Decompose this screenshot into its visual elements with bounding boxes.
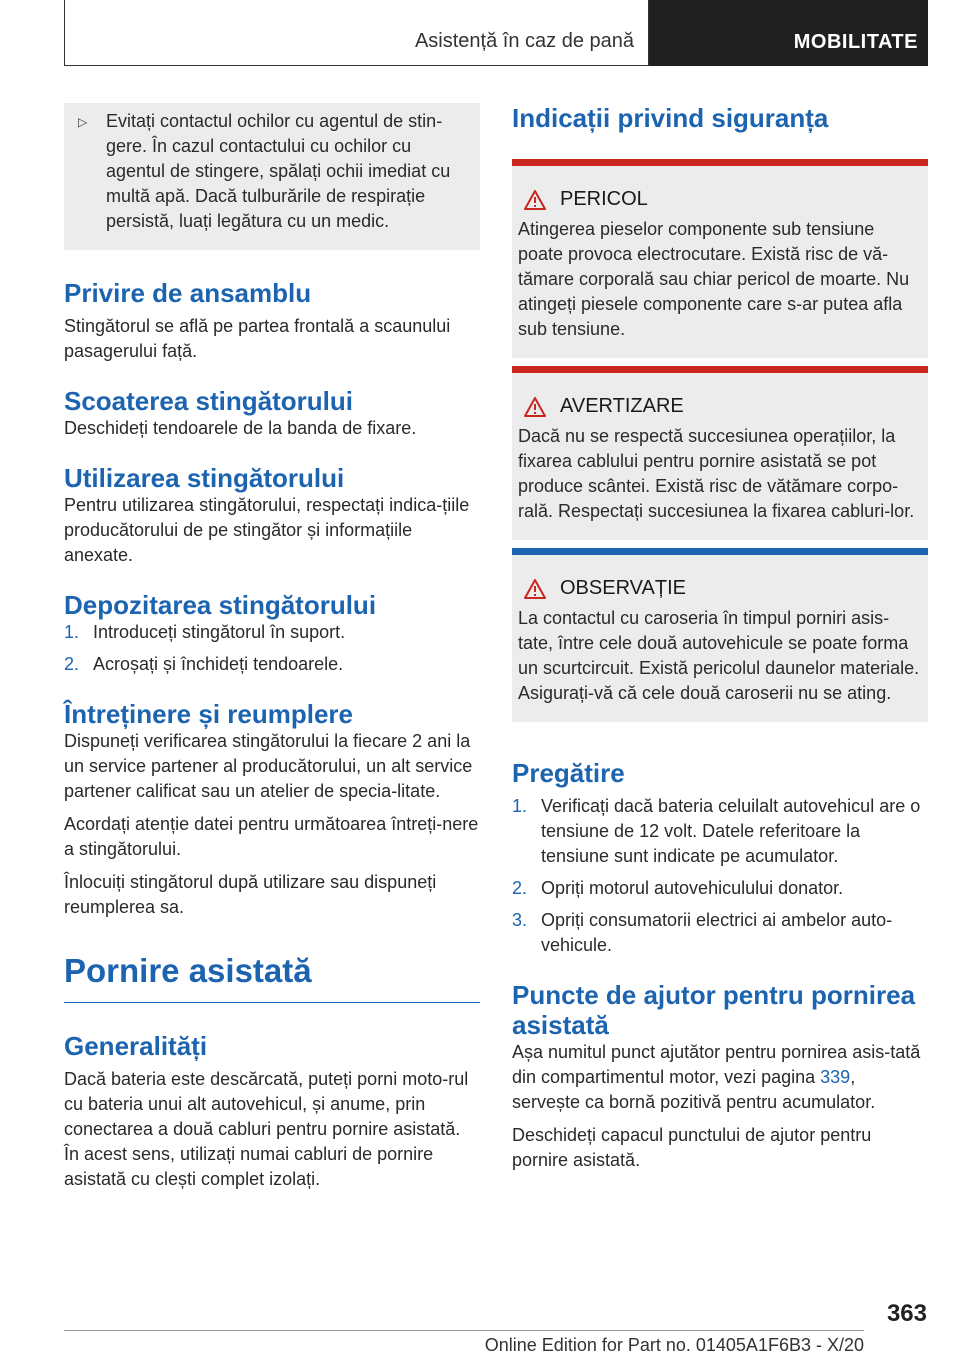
- chapter-title: Pornire asistată: [64, 952, 312, 989]
- warning-text: La contactul cu caroseria în timpul porniri asis-tate, între cele două autovehicule se poate forma un scurtcircuit. Există pericolul daunelor materiale. Asigurați-vă că cele două caroserii nu se ating.: [518, 608, 920, 703]
- use-heading: Utilizarea stingătorului: [64, 463, 345, 493]
- step-number: 2.: [64, 654, 80, 674]
- remove-section: [64, 386, 480, 441]
- step-text: Opriți motorul autovehiculului donator.: [541, 878, 844, 898]
- maintenance-section: [64, 699, 480, 920]
- jump-text-2: Deschideți capacul punctului de ajutor pentru pornire asistată.: [512, 1125, 872, 1170]
- list-item: [64, 620, 480, 645]
- right-column: [512, 103, 928, 1173]
- remove-heading: Scoaterea stingătorului: [64, 386, 353, 416]
- step-text: Opriți consumatorii electrici ai ambelor auto-vehicule.: [541, 910, 893, 955]
- warning-caution: [512, 366, 928, 540]
- triangle-right-icon: ▷: [78, 115, 88, 129]
- maintenance-text-2: Acordați atenție datei pentru următoarea întreți-nere a stingătorului.: [64, 814, 479, 859]
- warning-label: OBSERVAȚIE: [560, 577, 686, 599]
- step-number: 1.: [64, 622, 80, 642]
- jump-text-1: [512, 1040, 928, 1115]
- step-number: 2.: [512, 878, 528, 898]
- chapter-tab: MOBILITATE: [649, 0, 928, 66]
- list-item: [512, 794, 928, 869]
- overview-section: [64, 278, 480, 364]
- warning-label: AVERTIZARE: [560, 395, 684, 417]
- maintenance-text-1: Dispuneți verificarea stingătorului la fiecare 2 ani la un service partener al producătorului, un alt service partener calificat sau un atelier de specia-litate.: [64, 731, 473, 801]
- use-section: [64, 463, 480, 568]
- step-number: 3.: [512, 910, 528, 930]
- storage-section: [64, 590, 480, 677]
- page-number: 363: [886, 1300, 927, 1327]
- prep-section: [512, 758, 928, 958]
- chapter-heading-block: [64, 952, 480, 1003]
- storage-steps: [64, 620, 480, 677]
- page-link[interactable]: 339: [820, 1067, 851, 1087]
- edition-footer: Online Edition for Part no. 01405A1F6B3 - X/20: [64, 1330, 864, 1356]
- warning-text: Dacă nu se respectă succesiunea operațiilor, la fixarea cablului pentru pornire asistată se pot produce scântei. Există risc de vătămare corpo-rală. Respectați succesiunea la fixarea cabluri-lor.: [518, 426, 915, 521]
- remove-text: Deschideți tendoarele de la banda de fixare.: [64, 418, 417, 438]
- general-heading: Generalități: [64, 1031, 208, 1061]
- page-header: [64, 0, 928, 66]
- safety-heading: Indicații privind siguranța: [512, 103, 829, 133]
- warning-triangle-icon: [524, 397, 546, 417]
- warning-label: PERICOL: [560, 188, 648, 210]
- overview-text: Stingătorul se află pe partea frontală a scaunului pasagerului față.: [64, 316, 451, 361]
- storage-heading: Depozitarea stingătorului: [64, 590, 377, 620]
- jump-text-part: , servește ca bornă pozitivă pentru acumulator.: [512, 1067, 876, 1112]
- jump-section: [512, 980, 928, 1173]
- warning-triangle-icon: [524, 190, 546, 210]
- use-text: Pentru utilizarea stingătorului, respectați indica-țiile producătorului de pe stingător și informațiile anexate.: [64, 495, 470, 565]
- note-text: Evitați contactul ochilor cu agentul de stin-gere. În cazul contactului cu ochilor cu agentul de stingere, spălați ochii imediat cu multă apă. Dacă tulburările de respirație persistă, luați legătura cu un medic.: [106, 111, 451, 231]
- jump-text-part: Așa numitul punct ajutător pentru pornirea asis-tată din compartimentul motor, vezi pagina: [512, 1042, 921, 1087]
- list-item: [64, 652, 480, 677]
- warning-notice: [512, 548, 928, 722]
- left-column: [64, 103, 480, 1192]
- maintenance-text-3: Înlocuiți stingătorul după utilizare sau dispuneți reumplerea sa.: [64, 872, 437, 917]
- general-text: Dacă bateria este descărcată, puteți porni moto-rul cu bateria unui alt autovehicul, și anume, prin conectarea a două cabluri pentru pornire asistată. În acest sens, utilizați numai cabluri de pornire asistată cu clești complet izolați.: [64, 1069, 469, 1189]
- step-text: Acroșați și închideți tendoarele.: [93, 654, 344, 674]
- step-text: Introduceți stingătorul în suport.: [93, 622, 346, 642]
- general-section: [64, 1031, 480, 1192]
- list-item: [512, 876, 928, 901]
- maintenance-heading: Întreținere și reumplere: [64, 699, 353, 729]
- warning-danger: [512, 159, 928, 358]
- prep-steps: [512, 794, 928, 958]
- warning-text: Atingerea pieselor componente sub tensiune poate provoca electrocutare. Există risc de vă-tămare corporală sau chiar pericol de moarte. Nu atingeți piesele componente care s-ar putea afla sub tensiune.: [518, 219, 910, 339]
- prep-heading: Pregătire: [512, 758, 625, 788]
- step-number: 1.: [512, 796, 528, 816]
- note-box: [64, 103, 480, 250]
- section-title: Asistență în caz de pană: [64, 0, 649, 66]
- step-text: Verificați dacă bateria celuilalt autovehicul are o tensiune de 12 volt. Datele referitoare la tensiune sunt indicate pe acumulator.: [541, 796, 921, 866]
- list-item: [512, 908, 928, 958]
- warning-triangle-icon: [524, 579, 546, 599]
- overview-heading: Privire de ansamblu: [64, 278, 312, 308]
- jump-heading: Puncte de ajutor pentru pornirea asistată: [512, 980, 916, 1040]
